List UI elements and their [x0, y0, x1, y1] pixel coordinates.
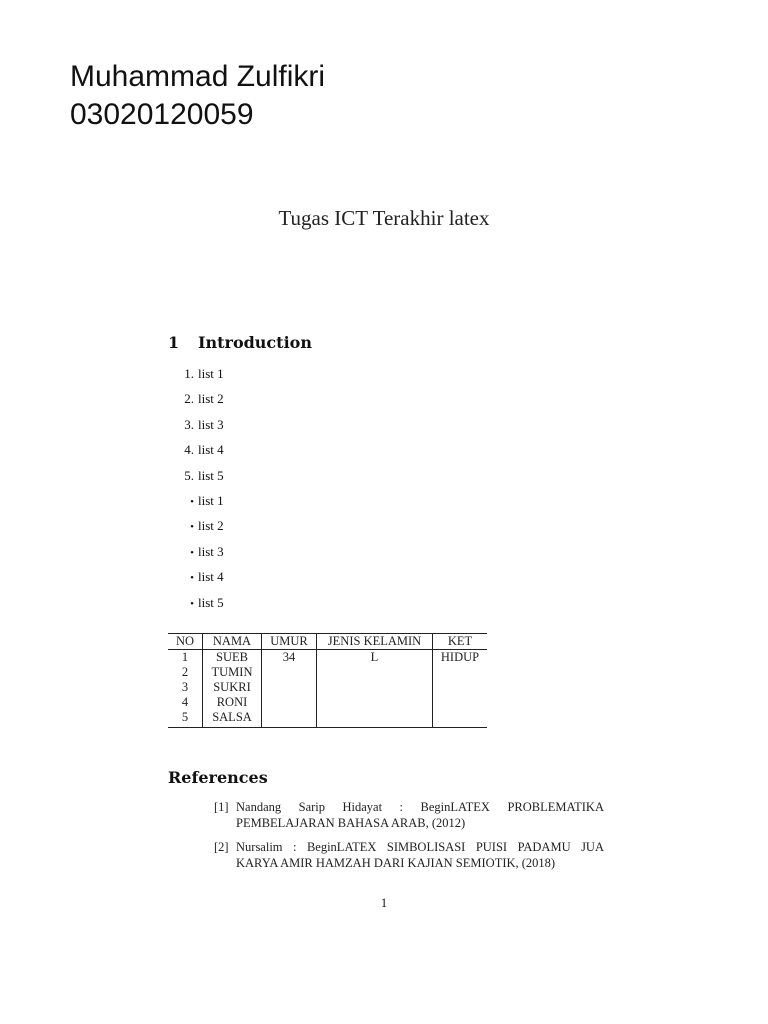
- list-item-text: list 5: [198, 594, 224, 610]
- table-cell: HIDUP: [433, 650, 488, 666]
- reference-label: [2]: [214, 840, 229, 854]
- reference-label: [1]: [214, 800, 229, 814]
- references-heading: References: [168, 768, 268, 787]
- table-cell: [317, 695, 433, 710]
- bullet-icon: •: [190, 521, 194, 534]
- column-header-nama: NAMA: [203, 634, 262, 650]
- table-row: [168, 650, 487, 666]
- list-item-text: list 4: [198, 442, 224, 458]
- list-item-text: list 2: [198, 518, 224, 534]
- list-item-text: list 2: [198, 391, 224, 407]
- table-cell: 3: [181, 680, 189, 694]
- table-cell: [317, 710, 433, 728]
- table-cell: 5: [181, 710, 189, 724]
- bullet-icon: •: [190, 496, 194, 508]
- table-cell: L: [317, 650, 433, 666]
- column-header-umur: UMUR: [262, 634, 317, 650]
- column-header-ket: KET: [433, 634, 488, 650]
- table-cell: TUMIN: [203, 665, 262, 680]
- table-cell: 2: [181, 665, 189, 679]
- table-cell: [262, 680, 317, 695]
- list-marker: 4.: [184, 442, 194, 458]
- table-cell: [262, 695, 317, 710]
- table-cell: [317, 680, 433, 695]
- bullet-icon: •: [190, 572, 194, 585]
- section-number: 1: [168, 333, 180, 352]
- list-item-text: list 3: [198, 416, 224, 432]
- list-item: [170, 492, 224, 517]
- list-item: [170, 441, 224, 466]
- table-cell: [433, 665, 488, 680]
- table-cell: [433, 695, 488, 710]
- table-row: [168, 680, 487, 695]
- list-item-text: list 1: [198, 366, 224, 381]
- reference-item: [214, 799, 604, 831]
- list-item: [170, 390, 224, 415]
- list-marker: 2.: [184, 391, 194, 407]
- table-cell: SALSA: [203, 710, 262, 728]
- list-item-text: list 3: [198, 543, 224, 559]
- table-cell: SUEB: [203, 650, 262, 666]
- list-item: [170, 416, 224, 441]
- bullet-list: [170, 492, 224, 619]
- list-item: [170, 594, 224, 619]
- list-item: [170, 467, 224, 492]
- list-item: [170, 543, 224, 568]
- author-id-number: 03020120059: [70, 98, 254, 131]
- reference-text: Nandang Sarip Hidayat : BeginLATEX PROBLEMATIKA PEMBELAJARAN BAHASA ARAB, (2012): [236, 800, 604, 830]
- bullet-icon: •: [190, 546, 194, 559]
- table-row: [168, 695, 487, 710]
- section-title: Introduction: [198, 333, 312, 352]
- section-heading: [168, 333, 312, 352]
- table-cell: 34: [262, 650, 317, 666]
- column-header-no: NO: [175, 634, 195, 648]
- list-item: [170, 568, 224, 593]
- table-cell: [317, 665, 433, 680]
- references-list: [214, 799, 604, 879]
- reference-item: [214, 839, 604, 871]
- table-cell: 4: [181, 695, 189, 709]
- column-header-jenis-kelamin: JENIS KELAMIN: [317, 634, 433, 650]
- reference-text: Nursalim : BeginLATEX SIMBOLISASI PUISI PADAMU JUA KARYA AMIR HAMZAH DARI KAJIAN SEMIOTIK, (2018): [236, 840, 604, 870]
- list-item: [170, 365, 224, 390]
- author-block: [70, 58, 325, 134]
- page-number: 1: [380, 896, 388, 910]
- table-cell: 1: [181, 650, 189, 664]
- table-cell: RONI: [203, 695, 262, 710]
- list-item-text: list 5: [198, 467, 224, 483]
- list-item-text: list 1: [198, 493, 224, 508]
- data-table: [168, 633, 487, 728]
- list-item: [170, 517, 224, 542]
- table-cell: [433, 680, 488, 695]
- table-cell: [433, 710, 488, 728]
- list-item-text: list 4: [198, 569, 224, 585]
- table-row: [168, 710, 487, 728]
- list-marker: 1.: [184, 366, 194, 381]
- enumerated-list: [170, 365, 224, 492]
- table-row: [168, 665, 487, 680]
- document-title: Tugas ICT Terakhir latex: [278, 206, 490, 230]
- table-cell: SUKRI: [203, 680, 262, 695]
- list-marker: 5.: [184, 467, 194, 483]
- list-marker: 3.: [184, 416, 194, 432]
- table-header-row: [168, 634, 487, 650]
- table-cell: [262, 665, 317, 680]
- bullet-icon: •: [190, 597, 194, 610]
- author-name: Muhammad Zulfikri: [70, 60, 326, 93]
- table-cell: [262, 710, 317, 728]
